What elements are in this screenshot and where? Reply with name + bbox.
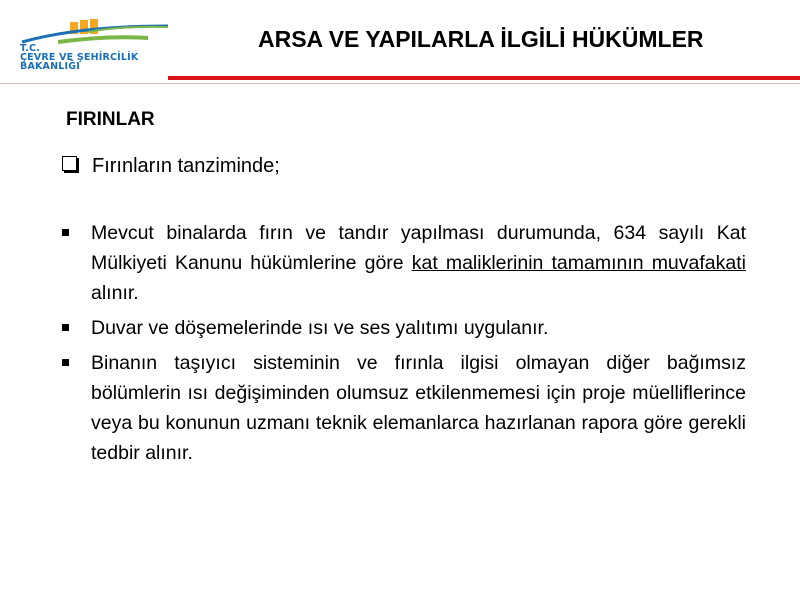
logo-org-line1: ÇEVRE VE ŞEHİRCİLİK <box>20 52 139 63</box>
logo-org-line2: BAKANLIĞI <box>20 61 80 72</box>
list-item <box>62 348 746 468</box>
bullet-text: Duvar ve döşemelerinde ısı ve ses yalıtımı uygulanır. <box>91 317 549 339</box>
title-divider <box>168 76 800 80</box>
bullet-text-part: alınır. <box>91 282 139 304</box>
bullet-list <box>62 218 746 468</box>
slide-title: ARSA VE YAPILARLA İLGİLİ HÜKÜMLER <box>258 26 704 52</box>
title-divider-thin <box>0 83 800 84</box>
section-heading: FIRINLAR <box>66 109 155 130</box>
list-item <box>62 218 746 308</box>
underlined-phrase: kat maliklerinin tamamının muvafakati <box>411 252 746 274</box>
list-item <box>62 313 746 343</box>
lead-item-text: Fırınların tanziminde; <box>92 155 280 177</box>
logo-org-prefix: T.C. <box>20 43 41 54</box>
bullet-text: Binanın taşıyıcı sisteminin ve fırınla ilgisi olmayan diğer bağımsız bölümlerin ısı değişiminden olumsuz etkilenmemesi için proje müelliflerince veya bu konunun uzmanı teknik elemanlarca hazırlanan rapora göre gerekli tedbir alınır. <box>91 352 746 464</box>
ministry-logo <box>18 18 178 74</box>
square-bullet-icon <box>62 324 69 331</box>
bullet-text-part: Mevcut binalarda fırın ve tandır yapılması durumunda, 634 sayılı Kat Mülkiyeti Kanunu hükümlerine göre <box>91 222 746 274</box>
logo-mark-icon <box>18 18 178 48</box>
square-bullet-icon <box>62 229 69 236</box>
checkbox-bullet-icon <box>62 156 77 171</box>
square-bullet-icon <box>62 359 69 366</box>
